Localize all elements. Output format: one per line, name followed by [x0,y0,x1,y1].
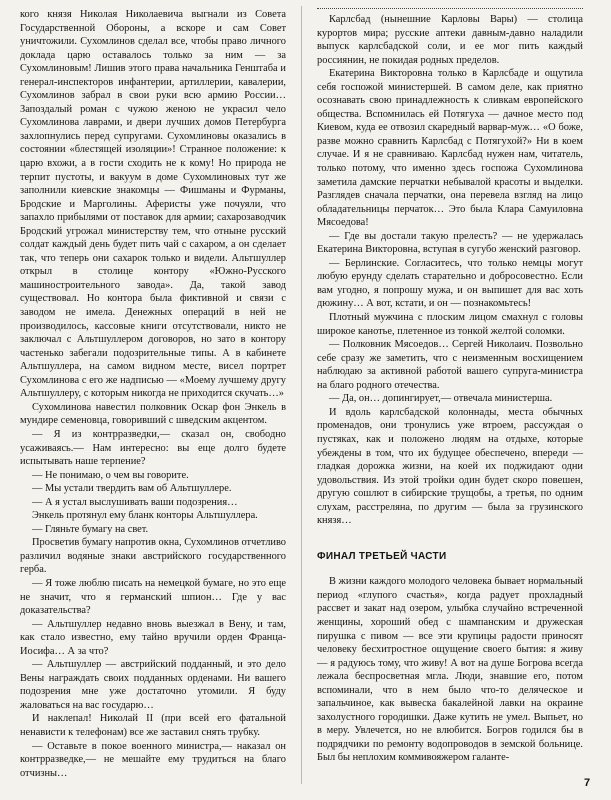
paragraph: кого князя Николая Николаевича выгнали из Совета Государственной Обороны, а вскоре и сам Совет уничтожили. Сухомлинов сделал все, чтобы право личного доклада царю оставалось только за ним — за Сухомлиновым! Лишив этого права начальника Генштаба и генерал-инспекторов инфантерии, артиллерии, кавалерии, Сухомлинов забрал в свои руки всю армию России… Запоздалый роман с чужою женою не украсил чело Сухомлинова лаврами, и двери лучших домов Петербурга захлопнулись перед супругами. Сухомлиновы оказались в состоянии «блестящей изоляции»! Странное положение: к царю вхожи, а в гости сходить не к кому! Но природа не терпит пустоты, и вакуум в доме Сухомлиновых тут же заполнили киевские знакомцы — Фишманы и Фурманы, Бродские и Марголины. Аферисты уже почуяли, что запахло прибылями от поставок для армии; сахарозаводчик Бродский угрожал министерству тем, что отныне русский солдат каждый день будет пить чай с сахаром, а он сделает так, что теперь они сахарок только и видели. Альтшуллер открыл в столице контору «Южно-Русского машиностроительного завода». Да, такой завод существовал. Но контора была фиктивной и связи с заводом не имела. Денежных операций в ней не производилось, кассовые книги отсутствовали, никто не заключал с Альтшуллером договоров, но зато в контору частенько забегали подозрительные типы. А в кабинете Альтшуллера, на самом видном месте, висел портрет Сухомлинова с его же надписью — «Моему лучшему другу Альтшуллеру, с которым никогда не приходится скучать…» [20,9,286,400]
paragraph: — Гляньте бумагу на свет. [32,523,149,535]
paragraph: И вдоль карлсбадской колоннады, места обычных променадов, они тронулись уже втроем, рассуждая о пустяках, как и положено людям на отдыхе, которые убеждены в том, что их будущее обеспечено, впереди — гладкая дорожка жизни, на коей их поджидают одни удовольствия. Из этой тройки один будет скоро повешен, другую сошлют в сибирские трущобы, а третья, по одним слухам, расстреляна, по другим — была за грузинского князя… [317,406,583,527]
paragraph: Плотный мужчина с плоским лицом смахнул с головы широкое канотье, плетенное из тонкой желтой соломки. [317,312,583,337]
paragraph: Сухомлинова навестил полковник Оскар фон Энкель в мундире семеновца, говоривший с шведским акцентом. [20,401,286,427]
section-heading: ФИНАЛ ТРЕТЬЕЙ ЧАСТИ [317,550,447,562]
paragraph: И наклепал! Николай II (при всей его фатальной ненависти к телефонам) все же заставил снять трубку. [20,713,286,738]
paragraph: — Где вы достали такую прелесть? — не удержалась Екатерина Викторовна, вступая в сугубо женский разговор. [317,230,583,256]
dotted-top-rule [317,8,583,9]
paragraph: Екатерина Викторовна только в Карлсбаде и ощутила себя госпожой министершей. В самом деле, как приятно осознавать свою принадлежность к сливкам европейского общества. Вспомнилась ей Потягуха — дачное место под Киевом, куда ее отвозил скаредный варвар-муж… «О боже, разве можно сравнить Карлсбад с Потягухой?» Ни в коем случае. И я не сравниваю. Карлсбад нужен нам, читатель, только потому, что именно здесь госпожа Сухомлинова заметила дамские перчатки небывалой красоты и выделки. Разглядев сначала перчатки, она перевела взгляд на лицо обладательницы перчаток… Это была Клара Самуиловна Мясоедова! [317,68,583,229]
paragraph: — Альтшуллер недавно вновь выезжал в Вену, и там, как стало известно, ему тайно вручили орден Франца-Иосифа… А за что? [20,618,286,657]
left-column [20,8,286,780]
column-divider [301,6,302,784]
paragraph: Энкель протянул ему бланк конторы Альтшуллера. [32,510,258,522]
paragraph: — Полковник Мясоедов… Сергей Николаич. Позвольно себе сразу же заметить, что с неизменным восхищением наблюдаю за активной работой вашего супруга-министра на благо родного отечества. [317,339,583,391]
paragraph: — Не понимаю, о чем вы говорите. [32,469,189,481]
paragraph: — Альтшуллер — австрийский подданный, и это дело Вены награждать своих подданных орденами. Ни вашего подозрения мне уже достаточно утомили. Я буду жаловаться на вас государю… [20,659,286,711]
paragraph: — Я из контрразведки,— сказал он, свободно усаживаясь.— Нам интересно: вы еще долго будете испытывать наше терпение? [20,428,286,468]
page-number: 7 [584,777,591,789]
paragraph: — Да, он… допингирует,— отвечала министерша. [329,393,553,405]
paragraph: — Оставьте в покое военного министра,— наказал он контрразведке,— не мешайте ему трудиться на благо отчизны… [20,740,286,779]
paragraph: — Мы устали твердить вам об Альтшуллере. [32,483,232,495]
paragraph: В жизни каждого молодого человека бывает нормальный период «глупого счастья», когда радует прохладный рассвет и закат над озером, улыбка случайно встреченной женщины, хороший обед с шампанским и дружеская пирушка с пивом — все эти крупицы радости приносят человеку бесхитростное ощущение своего бытия: я живу — я радуюсь тому, что живу! А вот на душе Богрова всегда лежала беспросветная мгла. Люди, знавшие его, потом вспоминали, что в нем было что-то деляческое и запальчиное, как вывеска бакалейной лавки на окраине захолустного городишки. Даже кутить не умел. Выпьет, но в меру. Увлечется, но не влюбится. Богров годился бы в подрядчики по ремонту водопроводов в земской больнице. Был бы неплохим коммивояжером галанте- [317,576,583,764]
paragraph: Просветив бумагу напротив окна, Сухомлинов отчетливо различил водяные знаки австрийского государственного герба. [20,537,286,576]
paragraph: Карлсбад (нынешние Карловы Вары) — столица курортов мира; русские аптеки давным-давно наладили выпуск карлсбадской соли, и ее мог пить каждый россиянин, не покидая родных пределов. [317,14,583,66]
paragraph: — А я устал выслушивать ваши подозрения… [32,496,238,508]
paragraph: — Я тоже люблю писать на немецкой бумаге, но это еще не значит, что я германский шпион… Где у вас доказательства? [20,577,286,617]
paragraph: — Берлинские. Согласитесь, что только немцы могут любую ерунду сделать старательно и добросовестно. Если вам угодно, я попрошу мужа, и он выпишет для вас хоть дюжину… А вот, кстати, и он — познакомьтесь! [317,257,583,310]
right-column [317,8,583,765]
